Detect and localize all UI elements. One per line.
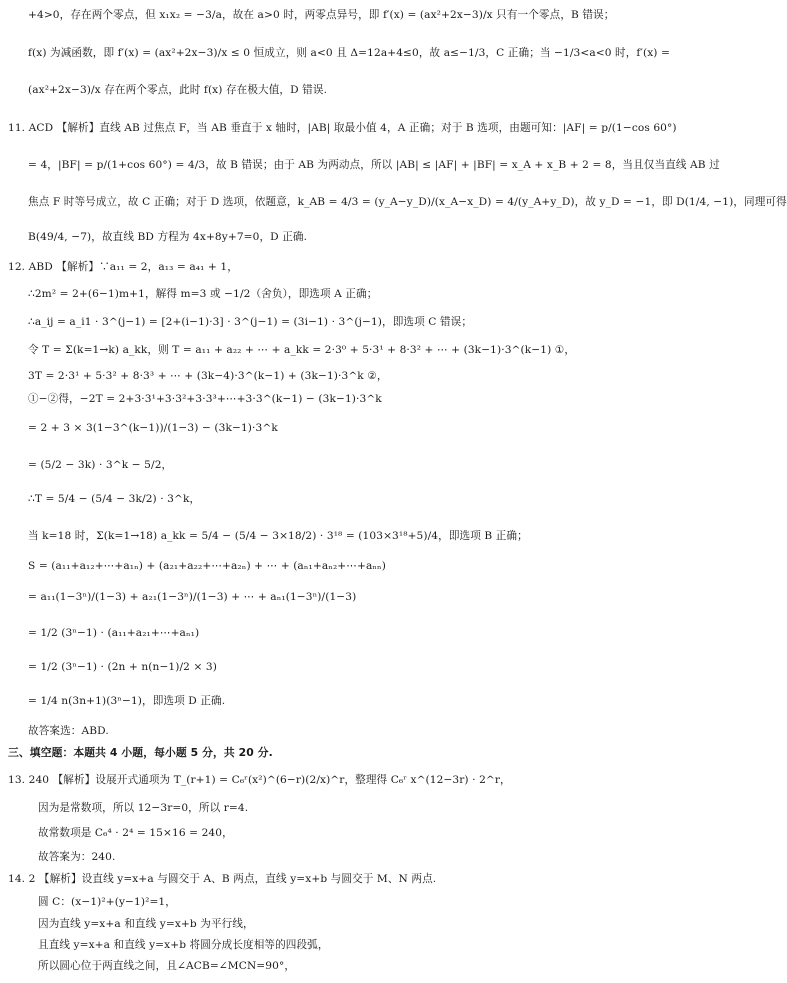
text-line: ∴T = 5/4 − (5/4 − 3k/2) · 3^k， — [28, 493, 201, 505]
text-line: 且直线 y=x+a 和直线 y=x+b 将圆分成长度相等的四段弧， — [38, 939, 329, 951]
text-line: = 4，|BF| = p/(1+cos 60°) = 4/3，故 B 错误；由于 AB 为两动点，所以 |AB| ≤ |AF| + |BF| = x_A + x_B + 2 = 8，当且仅当直线 AB 过 — [28, 159, 720, 171]
text-line: (ax²+2x−3)/x 存在两个零点，此时 f(x) 存在极大值，D 错误. — [28, 84, 328, 96]
text-line: +4>0，存在两个零点，但 x₁x₂ = −3/a，故在 a>0 时，两零点异号，即 f′(x) = (ax²+2x−3)/x 只有一个零点，B 错误； — [28, 9, 615, 21]
text-line: 因为直线 y=x+a 和直线 y=x+b 为平行线， — [38, 918, 254, 930]
problem-11-line: 11. ACD 【解析】直线 AB 过焦点 F，当 AB 垂直于 x 轴时，|AB| 取最小值 4，A 正确；对于 B 选项，由题可知：|AF| = p/(1−cos 60°) — [8, 122, 677, 134]
text-line: = a₁₁(1−3ⁿ)/(1−3) + a₂₁(1−3ⁿ)/(1−3) + ⋯ + aₙ₁(1−3ⁿ)/(1−3) — [28, 591, 357, 603]
problem-14-line: 14. 2 【解析】设直线 y=x+a 与圆交于 A、B 两点，直线 y=x+b 与圆交于 M、N 两点. — [8, 873, 437, 885]
problem-13-line: 13. 240 【解析】设展开式通项为 T_(r+1) = C₆ʳ(x²)^(6−r)(2/x)^r，整理得 C₆ʳ x^(12−3r) · 2^r， — [8, 774, 511, 786]
text-line: 焦点 F 时等号成立，故 C 正确；对于 D 选项，依题意，k_AB = 4/3 = (y_A−y_D)/(x_A−x_D) = 4/(y_A+y_D)，故 y_D = −1，即 D(1/4, −1)，同理可得 — [28, 196, 787, 208]
text-line: 令 T = Σ(k=1→k) a_kk，则 T = a₁₁ + a₂₂ + ⋯ + a_kk = 2·3⁰ + 5·3¹ + 8·3² + ⋯ + (3k−1)·3^(k−1) ①， — [28, 344, 576, 356]
text-line: = 2 + 3 × 3(1−3^(k−1))/(1−3) − (3k−1)·3^k — [28, 422, 278, 434]
text-line: B(49/4, −7)，故直线 BD 方程为 4x+8y+7=0，D 正确. — [28, 231, 308, 243]
text-line: 所以圆心位于两直线之间，且∠ACB=∠MCN=90°， — [38, 960, 296, 972]
text-line: ∴2m² = 2+(6−1)m+1，解得 m=3 或 −1/2（舍负），即选项 A 正确； — [28, 288, 378, 300]
text-line: 3T = 2·3¹ + 5·3² + 8·3³ + ⋯ + (3k−4)·3^(k−1) + (3k−1)·3^k ②， — [28, 370, 388, 382]
text-line: 故常数项是 C₆⁴ · 2⁴ = 15×16 = 240， — [38, 827, 233, 839]
text-line: 故答案为：240. — [38, 851, 116, 863]
text-line: = 1/2 (3ⁿ−1) · (2n + n(n−1)/2 × 3) — [28, 661, 217, 673]
text-line: ∴a_ij = a_i1 · 3^(j−1) = [2+(i−1)·3] · 3^(j−1) = (3i−1) · 3^(j−1)，即选项 C 错误； — [28, 316, 473, 328]
text-line: f(x) 为减函数，即 f′(x) = (ax²+2x−3)/x ≤ 0 恒成立，则 a<0 且 Δ=12a+4≤0，故 a≤−1/3，C 正确；当 −1/3<a<0 时，f′(x) = — [28, 47, 670, 59]
text-line: = (5/2 − 3k) · 3^k − 5/2， — [28, 459, 173, 471]
text-line: 故答案选：ABD. — [28, 725, 109, 737]
text-line: 圆 C：(x−1)²+(y−1)²=1， — [38, 896, 176, 908]
text-line: 当 k=18 时，Σ(k=1→18) a_kk = 5/4 − (5/4 − 3×18/2) · 3¹⁸ = (103×3¹⁸+5)/4，即选项 B 正确； — [28, 530, 528, 542]
section-heading: 三、填空题：本题共 4 小题，每小题 5 分，共 20 分. — [8, 746, 273, 759]
text-line: = 1/4 n(3n+1)(3ⁿ−1)，即选项 D 正确. — [28, 695, 226, 707]
text-line: S = (a₁₁+a₁₂+⋯+a₁ₙ) + (a₂₁+a₂₂+⋯+a₂ₙ) + ⋯ + (aₙ₁+aₙ₂+⋯+aₙₙ) — [28, 560, 386, 572]
problem-12-line: 12. ABD 【解析】∵a₁₁ = 2，a₁₃ = a₄₁ + 1， — [8, 261, 238, 273]
text-line: ①−②得，−2T = 2+3·3¹+3·3²+3·3³+⋯+3·3^(k−1) − (3k−1)·3^k — [28, 393, 382, 405]
text-line: 因为是常数项，所以 12−3r=0，所以 r=4. — [38, 802, 249, 814]
text-line: = 1/2 (3ⁿ−1) · (a₁₁+a₂₁+⋯+aₙ₁) — [28, 627, 200, 639]
